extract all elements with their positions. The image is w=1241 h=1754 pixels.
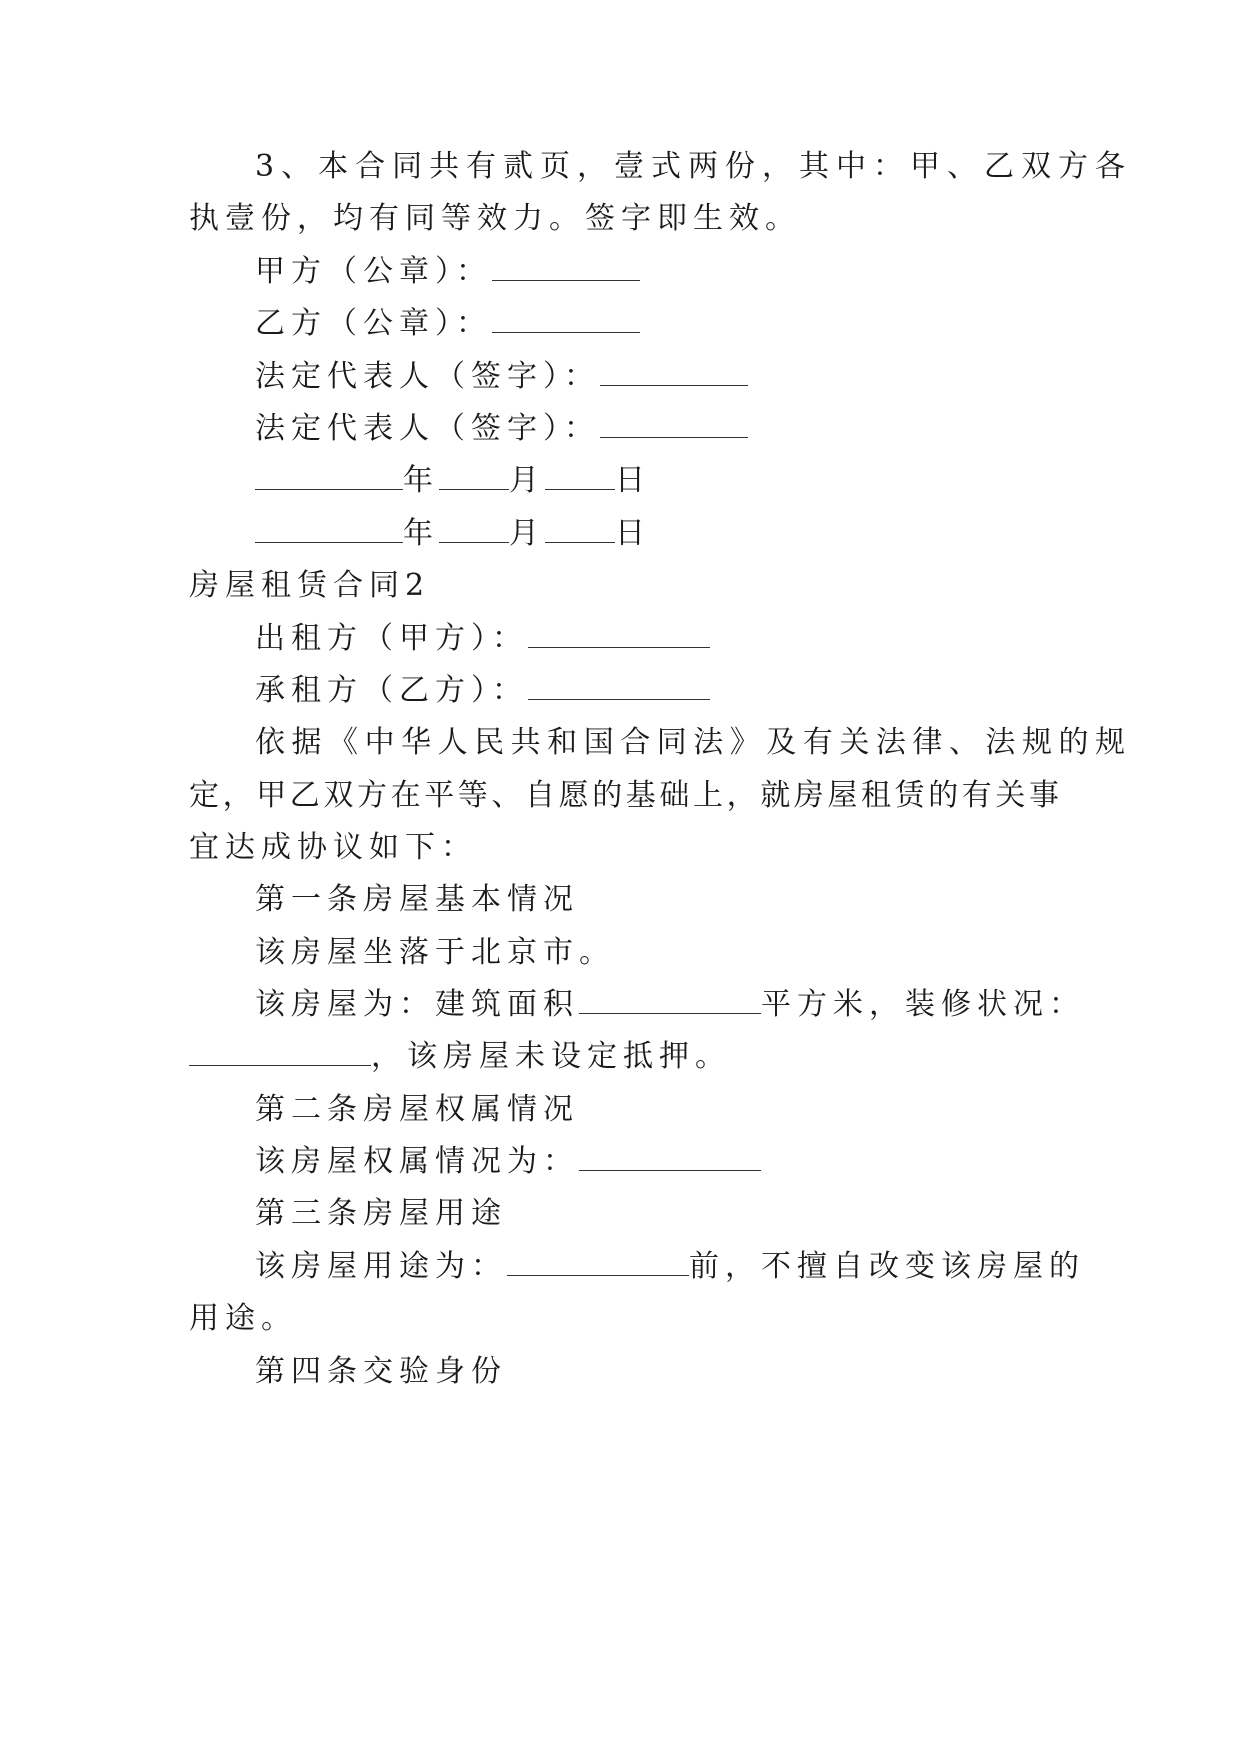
day-label: 日 — [615, 516, 651, 551]
use-blank — [507, 1249, 689, 1276]
ownership-blank — [579, 1144, 761, 1171]
month-label: 月 — [509, 463, 545, 498]
intro-line2: 定，甲乙双方在平等、自愿的基础上，就房屋租赁的有关事 — [189, 778, 1059, 813]
party-a-seal-label: 甲方（公章）： — [255, 254, 492, 289]
party-b-seal-label: 乙方（公章）： — [255, 306, 492, 341]
mortgage-text: ，该房屋未设定抵押。 — [371, 1039, 731, 1074]
area-unit: 平方米，装修状况： — [761, 987, 1085, 1022]
date-line-1 — [189, 461, 1125, 501]
lessor-blank — [528, 621, 710, 648]
article1-mortgage — [189, 1037, 1059, 1077]
party-b-seal — [189, 304, 1125, 344]
year-label: 年 — [403, 463, 439, 498]
lessee-label: 承租方（乙方）： — [255, 673, 528, 708]
clause3-line1: 3、本合同共有贰页，壹式两份，其中：甲、乙双方各 — [255, 149, 1125, 184]
legal-rep-1-label: 法定代表人（签字）： — [255, 359, 600, 394]
article1-area — [189, 985, 1125, 1025]
year-label: 年 — [403, 516, 439, 551]
use-suffix: 前，不擅自改变该房屋的 — [689, 1249, 1085, 1284]
article4-title: 第四条交验身份 — [255, 1354, 507, 1389]
lessee-blank — [528, 673, 710, 700]
clause3-line2: 执壹份，均有同等效力。签字即生效。 — [189, 201, 801, 236]
year-blank — [255, 516, 403, 543]
day-blank — [545, 463, 615, 490]
party-a-seal — [189, 252, 1125, 292]
day-label: 日 — [615, 463, 651, 498]
date-line-2 — [189, 514, 1125, 554]
legal-rep-2 — [189, 409, 1125, 449]
contract2-title: 房屋租赁合同2 — [189, 568, 431, 603]
ownership-label: 该房屋权属情况为： — [255, 1144, 579, 1179]
article1-title: 第一条房屋基本情况 — [255, 882, 579, 917]
intro-line3: 宜达成协议如下： — [189, 830, 477, 865]
lessor-line — [189, 619, 1125, 659]
article2-text — [189, 1142, 1125, 1182]
party-a-seal-blank — [492, 254, 640, 281]
month-label: 月 — [509, 516, 545, 551]
decoration-blank — [189, 1039, 371, 1066]
area-prefix: 该房屋为：建筑面积 — [255, 987, 579, 1022]
day-blank — [545, 516, 615, 543]
legal-rep-2-blank — [600, 411, 748, 438]
lessee-line — [189, 671, 1125, 711]
intro-line1: 依据《中华人民共和国合同法》及有关法律、法规的规 — [255, 725, 1125, 760]
year-blank — [255, 463, 403, 490]
lessor-label: 出租方（甲方）： — [255, 621, 528, 656]
article3-line2: 用途。 — [189, 1301, 297, 1336]
party-b-seal-blank — [492, 306, 640, 333]
use-prefix: 该房屋用途为： — [255, 1249, 507, 1284]
article3-text — [189, 1247, 1125, 1287]
legal-rep-2-label: 法定代表人（签字）： — [255, 411, 600, 446]
article1-location: 该房屋坐落于北京市。 — [255, 935, 615, 970]
article2-title: 第二条房屋权属情况 — [255, 1092, 579, 1127]
month-blank — [439, 463, 509, 490]
month-blank — [439, 516, 509, 543]
legal-rep-1-blank — [600, 359, 748, 386]
area-blank — [579, 987, 761, 1014]
legal-rep-1 — [189, 357, 1125, 397]
article3-title: 第三条房屋用途 — [255, 1196, 507, 1231]
